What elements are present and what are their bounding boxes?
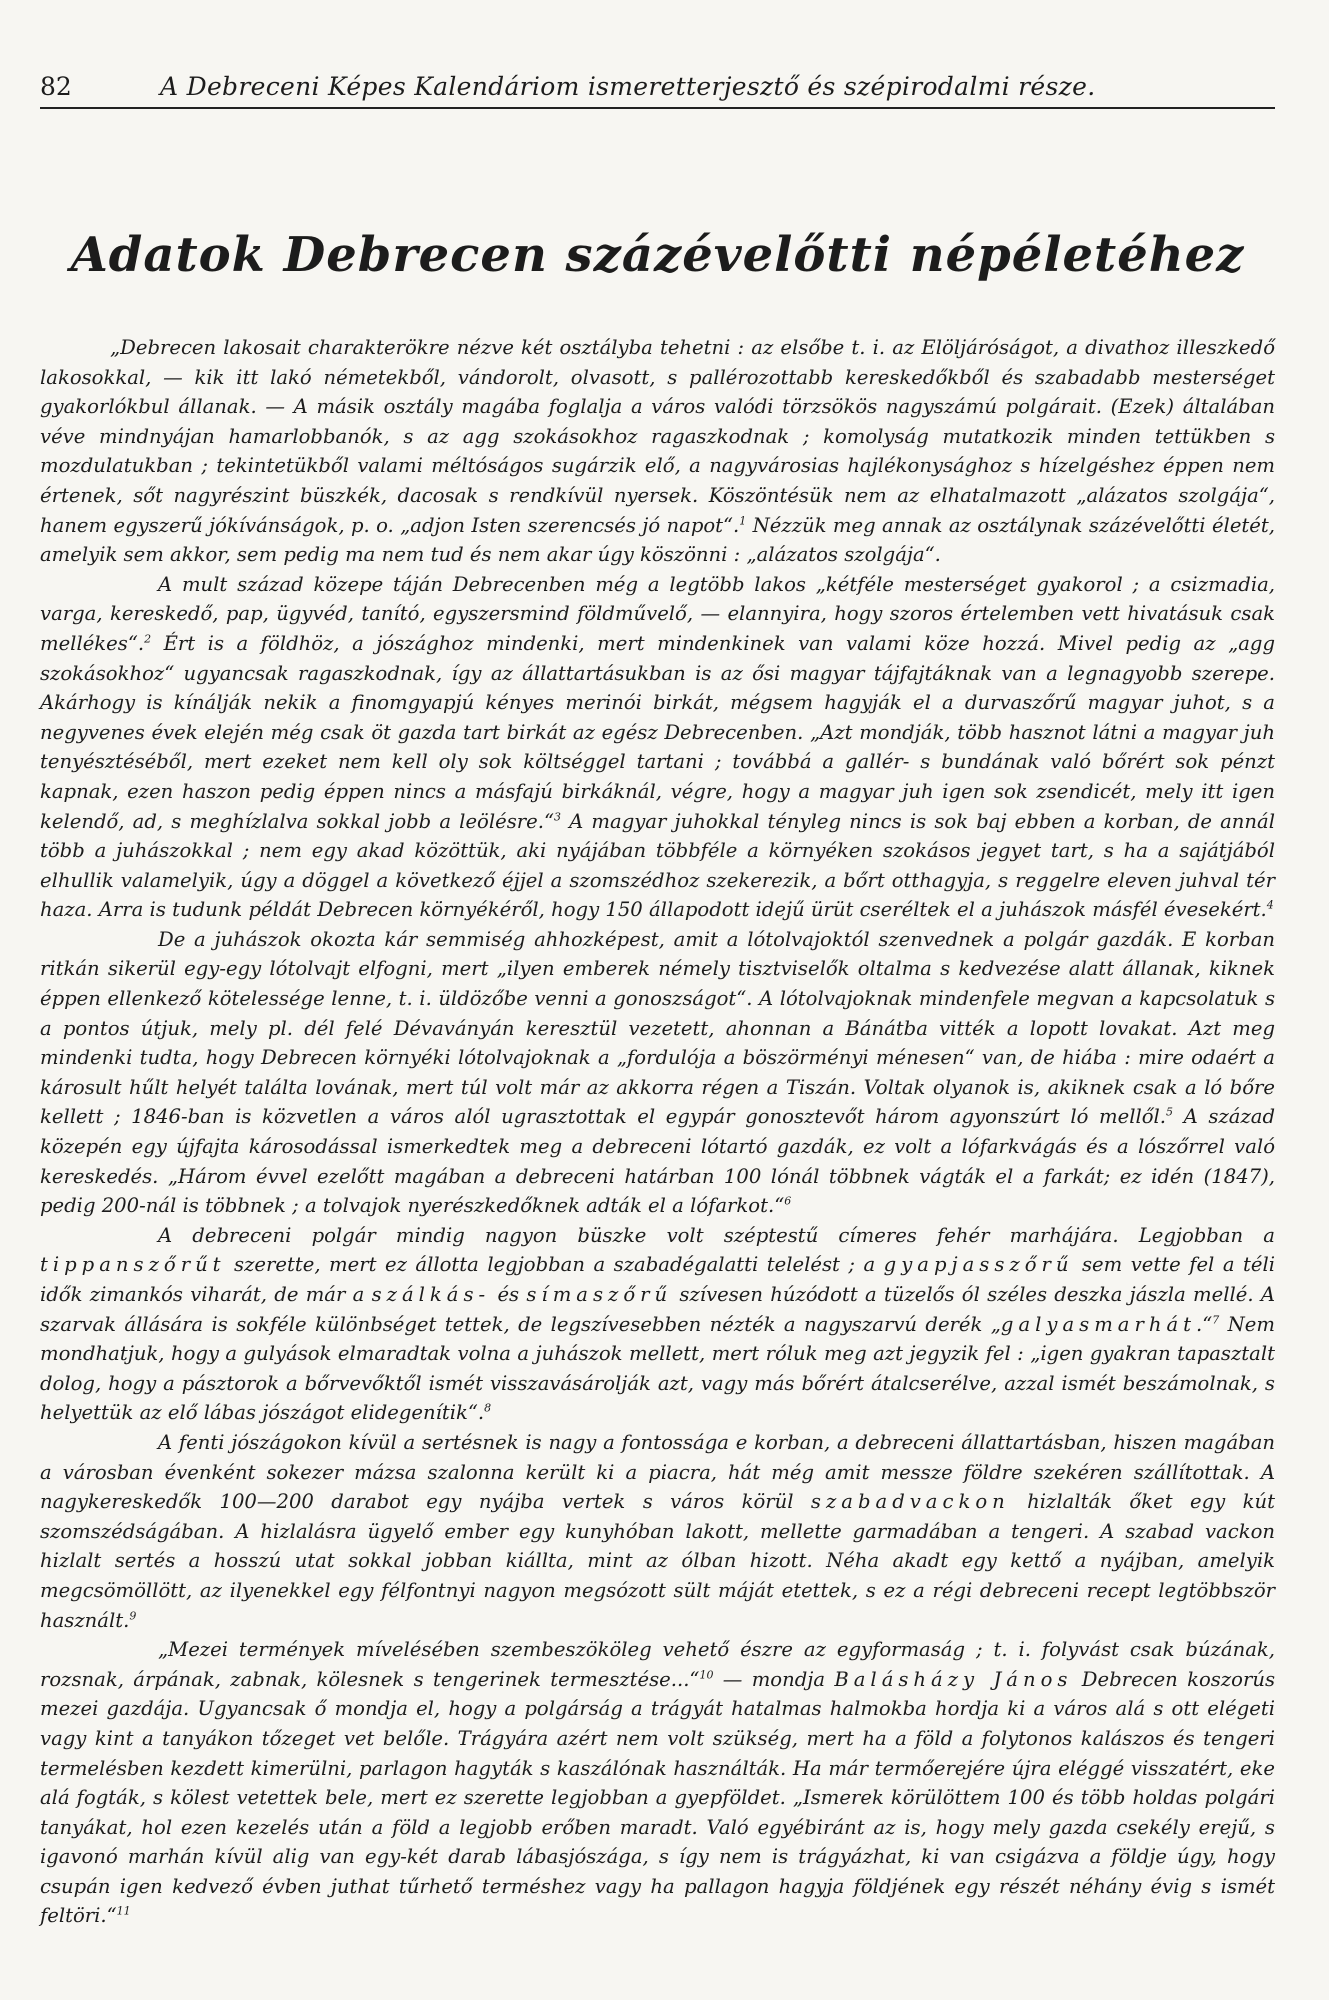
text-run: A mult század közepe táján Debrecenben még a legtöbb lakos „kétféle mesterséget gyakorol ; a csizmadia, varga, kereskedő, pap, ügyvéd, tanító, egyszersmind földművelő, — elannyira, hogy szoros értelemben vett hivatásuk csak mellékes“. [40, 572, 1275, 655]
footnote-marker: 1 [739, 514, 747, 528]
text-run: .“ [1196, 1312, 1213, 1336]
text-run: A magyar juhokkal tényleg nincs is sok baj ebben a korban, de annál több a juhászokkal ; nem egy akad közöttük, aki nyájában többféle a környéken szokásos jegyet tart, s ha a sajátjából elhullik valamelyik, úgy a döggel a következő éjjel a szomszédhoz szekerezik, a bőrt otthagyja, s reggelre eleven juhval tér haza. Arra is tudunk példát Debrecen környékéről, hogy 150 állapodott idejű ürüt cseréltek el a juhászok másfél évesekért. [40, 809, 1275, 922]
page-number: 82 [40, 72, 72, 101]
text-run: „Mezei termények mívelésében szembeszököleg vehető észre az egyformaság ; t. i. folyvást csak búzának, rozsnak, árpának, zabnak, kölesnek s tengerinek termesztése...“ [40, 1638, 1275, 1691]
letterspaced-term: tippanszőrűt [40, 1253, 226, 1277]
article-body [40, 333, 1275, 1931]
paragraph [40, 333, 1275, 570]
text-run: Debrecen koszorús mezei gazdája. Ugyancsak ő mondja el, hogy a polgárság a trágyát hatalmas halmokba hordja ki a város alá s ott elégeti vagy kint a tanyákon tőzeget vet belőle. Trágyára azért nem volt szükség, mert ha a föld a folytonos kalászos és tengeri termelésben kezdett kimerülni, parlagon hagyták s kaszálónak használták. Ha már termőerejére újra eléggé visszatért, eke alá fogták, s kölest vetettek bele, mert ez szerette legjobban a gyepföldet. „Ismerek körülöttem 100 és több holdas polgári tanyákat, hol ezen kezelés után a föld a legjobb erőben maradt. Való egyébiránt az is, hogy mely gazda csekély erejű, s igavonó marhán kívül alig van egy-két darab lábasjószága, s így nem is trágyázhat, ki van csigázva a földje úgy, hogy csupán igen kedvező évben juthat tűrhető terméshez vagy ha pallagon hagyja földjének egy részét néhány évig s ismét feltöri.“ [40, 1667, 1276, 1928]
footnote-marker: 3 [553, 809, 561, 823]
footnote-marker: 11 [116, 1904, 131, 1918]
text-run: és [490, 1283, 527, 1306]
paragraph [40, 1221, 1275, 1428]
letterspaced-term: símaszőrű [526, 1283, 673, 1306]
letterspaced-term: galyasmarhát [1000, 1312, 1197, 1336]
footnote-marker: 7 [1212, 1313, 1220, 1327]
text-run: szívesen húzódott a tüzelős ól széles deszka jászla mellé. A szarvak állására is sokféle különbséget tettek, de legszívesebben nézték a nagyszarvú derék „ [40, 1283, 1275, 1336]
text-run: — mondja [713, 1667, 835, 1691]
article-title: Adatok Debrecen százévelőtti népéletéhez [70, 227, 1245, 283]
text-run: De a juhászok okozta kár semmiség ahhozképest, amit a lótolvajoktól szenvednek a polgár gazdák. E korban ritkán sikerül egy-egy lótolvajt elfogni, mert „ilyen emberek némely tisztviselők oltalma s kedvezése alatt állanak, kiknek éppen ellenkező kötelessége lenne, t. i. üldözőbe venni a gonoszságot“. A lótolvajoknak mindenfele megvan a kapcsolatuk s a pontos útjuk, mely pl. dél felé Dévaványán keresztül vezetett, ahonnan a Bánátba vitték a lopott lovakat. Azt meg mindenki tudta, hogy Debrecen környéki lótolvajoknak a „fordulója a böszörményi ménesen“ van, de hiába : mire odaért a károsult hűlt helyét találta lovának, mert túl volt már az akkorra régen a Tiszán. Voltak olyanok is, akiknek csak a ló bőre kellett ; 1846-ban is közvetlen a város alól ugrasztottak el egypár gonosztevőt három agyonszúrt ló mellől. [40, 927, 1275, 1129]
paragraph [40, 570, 1275, 925]
text-run: Nem mondhatjuk, hogy a gulyások elmaradtak volna a juhászok mellett, mert róluk meg azt jegyzik fel : „igen gyakran tapasztalt dolog, hogy a pásztorok a bőrvevőktől ismét visszavásárolják azt, vagy más bőrért átalcserélve, azzal ismét beszámolnak, s helyettük az elő lábas jószágot elidegenítik“. [40, 1312, 1275, 1425]
paragraph [40, 1635, 1275, 1931]
letterspaced-term: Balásházy János [834, 1667, 1073, 1691]
footnote-marker: 5 [1166, 1105, 1174, 1119]
text-run: „Debrecen lakosait charakterökre nézve két osztályba tehetni : az elsőbe t. i. az Elöljáróságot, a divathoz illeszkedő lakosokkal, — kik itt lakó németekből, vándorolt, olvasott, s pallérozottabb kereskedőkből és szabadabb mesterséget gyakorlókbul állanak. — A másik osztály magába foglalja a város valódi törzsökös nagyszámú polgárait. (Ezek) általában véve mindnyájan hamarlobbanók, s az agg szokásokhoz ragaszkodnak ; komolyság mutatkozik minden tettükben s mozdulatukban ; tekintetükből valami méltóságos sugárzik elő, a nagyvárosias hajlékonysághoz s hízelgéshez éppen nem értenek, sőt nagyrészint büszkék, dacosak s rendkívül nyersek. Köszöntésük nem az elhatalmazott „alázatos szolgája“, hanem egyszerű jókívánságok, p. o. „adjon Isten szerencsés jó napot“. [40, 336, 1275, 537]
footnote-marker: 9 [129, 1609, 137, 1622]
footnote-marker: 2 [144, 632, 152, 646]
paragraph [40, 925, 1275, 1221]
letterspaced-term: gyapjasszőrű [883, 1253, 1074, 1277]
running-title: A Debreceni Képes Kalendáriom ismeretterjesztő és szépirodalmi része. [160, 72, 1096, 101]
text-run: hizlalták őket egy kút szomszédságában. A hizlalásra ügyelő ember egy kunyhóban lakott, mellette garmadában a tengeri. A szabad vackon hizlalt sertés a hosszú utat sokkal jobban kiállta, mint az ólban hizott. Néha akadt egy kettő a nyájban, amelyik megcsömöllött, az ilyenekkel egy félfontnyi nagyon megsózott sült máját etettek, s ez a régi debreceni recept legtöbbször használt. [40, 1490, 1275, 1632]
text-run: szerette, mert ez állotta legjobban a szabadégalatti telelést ; a [225, 1253, 884, 1277]
footnote-marker: 6 [784, 1194, 792, 1208]
text-run: Ért is a földhöz, a jószághoz mindenki, mert mindenkinek van valami köze hozzá. Mivel pedig az „agg szokásokhoz“ ugyancsak ragaszkodnak, így az állattartásukban is az ősi magyar tájfajtáknak van a legnagyobb szerepe. Akárhogy is kínálják nekik a finomgyapjú kényes merinói birkát, mégsem hagyják el a durvaszőrű magyar juhot, s a negyvenes évek elején még csak öt gazda tart birkát az egész Debrecenben. „Azt mondják, több hasznot látni a magyar juh tenyésztéséből, mert ezeket nem kell oly sok költséggel tartani ; továbbá a gallér- s bundának való bőrért sok pénzt kapnak, ezen haszon pedig éppen nincs a másfajú birkáknál, végre, hogy a magyar juh igen sok zsendicét, mely itt igen kelendő, ad, s meghízlalva sokkal jobb a leölésre.“ [40, 631, 1275, 833]
letterspaced-term: szálkás- [371, 1283, 491, 1306]
text-run: sem vette fel a téli idők zimankós viharát, de már a [40, 1253, 1276, 1306]
text-run: A debreceni polgár mindig nagyon büszke volt széptestű címeres fehér marhájára. Legjobban a [158, 1223, 1275, 1247]
text-run: A fenti jószágokon kívül a sertésnek is nagy a fontossága e korban, a debreceni állattartásban, hiszen magában a városban évenként sokezer mázsa szalonna került ki a piacra, hát még amit messze földre szekéren szállítottak. A nagykereskedők 100—200 darabot egy nyájba vertek s város körül [40, 1430, 1275, 1514]
paragraph [40, 1428, 1275, 1635]
footnote-marker: 10 [699, 1668, 714, 1682]
footnote-marker: 8 [484, 1401, 492, 1415]
footnote-marker: 4 [1266, 898, 1274, 912]
document-page [40, 72, 1275, 1931]
letterspaced-term: szabadvackon [810, 1490, 1010, 1514]
text-run: Nézzük meg annak az osztálynak százévelőtti életét, amelyik sem akkor, sem pedig ma nem tud és nem akar úgy köszönni : „alázatos szolgája“. [40, 513, 1275, 567]
text-run: A század közepén egy újfajta károsodással ismerkedtek meg a debreceni lótartó gazdák, ez volt a lófarkvágás és a lószőrrel való kereskedés. „Három évvel ezelőtt magában a debreceni határban 100 lónál többnek vágták el a farkát; ez idén (1847), pedig 200-nál is többnek ; a tolvajok nyerészkedőknek adták el a lófarkot.“ [40, 1105, 1276, 1218]
running-header [40, 72, 1275, 109]
